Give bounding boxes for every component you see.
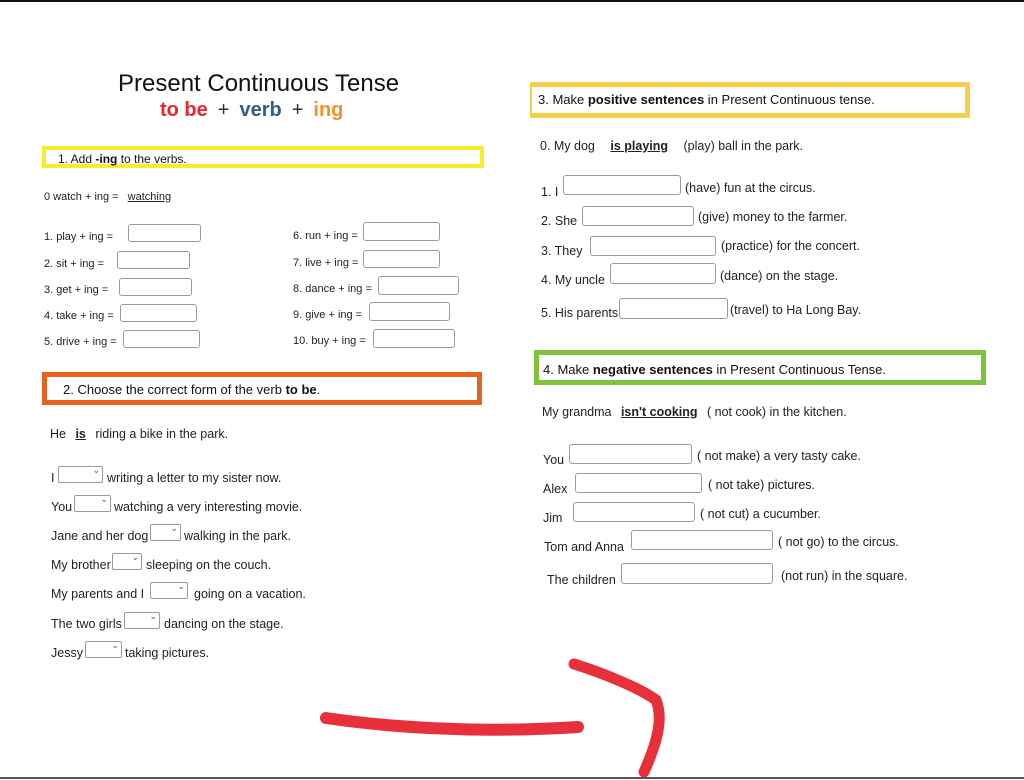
page-title: Present Continuous Tense [118, 70, 400, 97]
section1-left-item-4: 4. take + ing = [44, 310, 114, 322]
section3-heading-post: in Present Continuous tense. [704, 92, 875, 107]
section2-item-1-subject: I [51, 471, 55, 485]
section3-heading-bold: positive sentences [587, 92, 705, 107]
section4-example-post: ( not cook) in the kitchen. [703, 405, 847, 419]
section1-left-item-2: 2. sit + ing = [44, 258, 104, 270]
section2-item-6-rest: dancing on the stage. [164, 617, 284, 631]
section1-example-prefix: 0 watch + ing = [44, 191, 122, 203]
section1-right-item-7: 7. live + ing = [293, 257, 359, 269]
section4-item-5-rest: (not run) in the square. [781, 569, 908, 583]
section1-right-item-8: 8. dance + ing = [293, 283, 372, 295]
section1-left-item-1: 1. play + ing = [44, 231, 114, 243]
section2-item-2-rest: watching a very interesting movie. [114, 500, 303, 514]
section2-item-5-rest: going on a vacation. [194, 587, 306, 601]
chevron-down-icon: ⌄ [92, 465, 100, 475]
section2-item-7-subject: Jessy [51, 646, 83, 660]
section2-example-post: riding a bike in the park. [91, 427, 229, 441]
section2-example-pre: He [50, 427, 70, 441]
section3-item-4-subject: 4. My uncle [541, 273, 605, 287]
section2-item-7-rest: taking pictures. [125, 646, 210, 660]
formula-ing: ing [313, 99, 344, 121]
formula-plus-1: + [217, 99, 230, 121]
section4-item-2-subject: Alex [543, 482, 568, 496]
section2-heading-post: . [316, 382, 321, 397]
section2-item-4-subject: My brother [51, 558, 111, 572]
section1-right-item-10: 10. buy + ing = [293, 335, 366, 347]
section1-right-item-9: 9. give + ing = [293, 309, 363, 321]
section4-example-answer: isn't cooking [620, 405, 698, 419]
section2-item-6-subject: The two girls [51, 617, 122, 631]
section4-heading-post: in Present Continuous Tense. [712, 362, 887, 377]
section4-item-4-rest: ( not go) to the circus. [778, 535, 899, 549]
section1-right-item-6: 6. run + ing = [293, 230, 358, 242]
section3-example-post: (play) ball in the park. [680, 139, 804, 153]
section2-item-4-rest: sleeping on the couch. [146, 558, 272, 572]
chevron-down-icon: ⌄ [111, 640, 119, 650]
section3-item-2-rest: (give) money to the farmer. [698, 210, 848, 224]
section2-heading-pre: 2. Choose the correct form of the verb [63, 382, 286, 397]
section2-item-2-subject: You [51, 500, 73, 514]
formula-verb: verb [239, 99, 282, 121]
section1-heading-post: to the verbs. [117, 152, 187, 166]
chevron-down-icon: ⌄ [100, 494, 108, 504]
section2-item-1-rest: writing a letter to my sister now. [107, 471, 282, 485]
section3-item-3-rest: (practice) for the concert. [721, 239, 860, 253]
section3-item-3-subject: 3. They [541, 244, 583, 258]
section3-example-pre: 0. My dog [540, 139, 599, 153]
section4-item-5-subject: The children [547, 573, 616, 587]
section2-item-3-subject: Jane and her dog [51, 529, 149, 543]
bottom-border [0, 777, 1024, 779]
section3-item-4-rest: (dance) on the stage. [720, 269, 839, 283]
chevron-down-icon: ⌄ [131, 552, 139, 562]
section3-item-5-rest: (travel) to Ha Long Bay. [730, 303, 862, 317]
formula-to-be: to be [160, 99, 208, 121]
section4-item-3-subject: Jim [543, 511, 563, 525]
chevron-down-icon: ⌄ [177, 581, 185, 591]
section4-item-1-subject: You [543, 453, 565, 467]
section2-example-answer: is [75, 427, 86, 441]
section3-example-answer: is playing [610, 139, 669, 153]
section3-item-2-subject: 2. She [541, 214, 578, 228]
section1-left-item-3: 3. get + ing = [44, 284, 109, 296]
section4-item-2-rest: ( not take) pictures. [708, 478, 815, 492]
section4-heading-pre: 4. Make [543, 362, 593, 377]
section2-item-5-subject: My parents and I [51, 587, 145, 601]
section2-heading-bold: to be [285, 382, 317, 397]
section3-heading-pre: 3. Make [538, 92, 588, 107]
section3-item-5-subject: 5. His parents [541, 306, 619, 320]
section1-example-answer: watching [127, 191, 172, 203]
section3-item-1-subject: 1. I [541, 185, 559, 199]
section4-item-4-subject: Tom and Anna [544, 540, 624, 554]
formula-plus-2: + [291, 99, 304, 121]
chevron-down-icon: ⌄ [170, 523, 178, 533]
section4-item-3-rest: ( not cut) a cucumber. [700, 507, 821, 521]
section3-item-1-rest: (have) fun at the circus. [685, 181, 816, 195]
chevron-down-icon: ⌄ [149, 611, 157, 621]
section1-left-item-5: 5. drive + ing = [44, 336, 117, 348]
section1-heading-pre: 1. Add [58, 152, 96, 166]
section4-item-1-rest: ( not make) a very tasty cake. [697, 449, 861, 463]
section2-item-3-rest: walking in the park. [184, 529, 292, 543]
section4-example-pre: My grandma [542, 405, 615, 419]
section4-heading-bold: negative sentences [592, 362, 713, 377]
section1-heading-bold: -ing [95, 152, 118, 166]
